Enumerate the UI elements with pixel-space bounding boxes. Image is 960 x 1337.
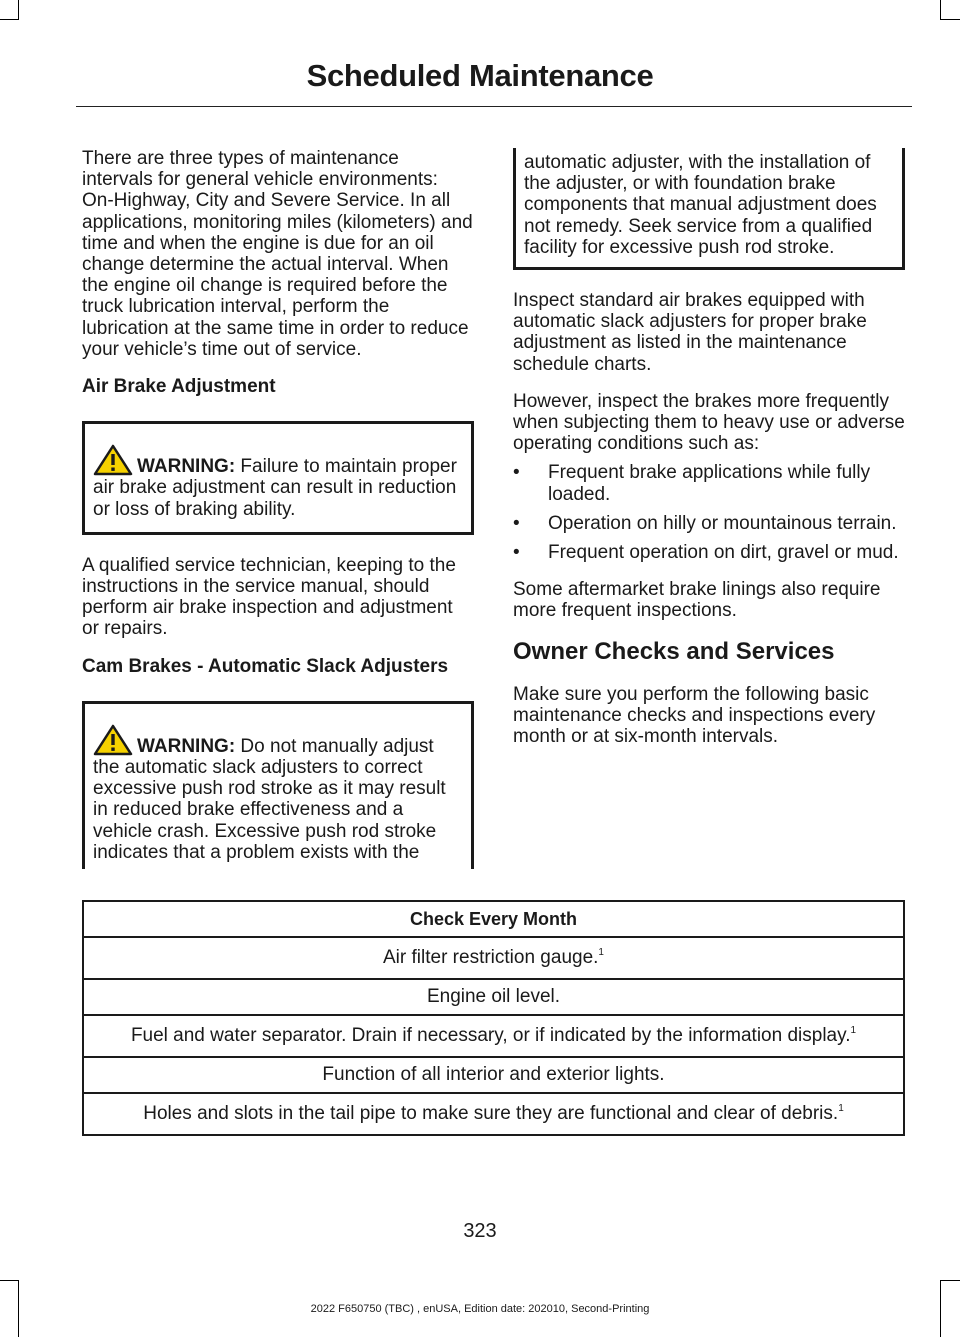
page-number: 323 — [463, 1220, 497, 1242]
right-column — [513, 148, 905, 763]
crop-mark — [941, 19, 960, 20]
warning-box-continued: automatic adjuster, with the installation of the adjuster, or with foundation brake components that manual adjustment does not remedy. Seek service from a qualified facility for excessive push rod stroke. — [513, 148, 905, 270]
table-row — [83, 1057, 904, 1093]
crop-mark — [0, 19, 19, 20]
warning-box-air-brake — [82, 421, 474, 535]
footer-edition-info: 2022 F650750 (TBC) , enUSA, Edition date: 202010, Second-Printing — [310, 1303, 650, 1315]
table-cell: Holes and slots in the tail pipe to make sure they are functional and clear of debris.$^1$ — [83, 1093, 904, 1135]
table-row — [83, 1093, 904, 1135]
footnote-marker: 1 — [850, 1025, 857, 1036]
owner-checks-paragraph: Make sure you perform the following basic maintenance checks and inspections every month or at six-month intervals. — [513, 683, 876, 748]
list-item-text: Operation on hilly or mountainous terrain. — [548, 512, 897, 534]
intro-paragraph: There are three types of maintenance intervals for general vehicle environments: On-Highway, City and Severe Service. In all applications, monitoring miles (kilometers) and time and when the engine is due for an oil change determine the actual interval. When the engine oil change is required before the truck lubrication interval, perform the lubrication at the same time in order to reduce your vehicle’s time out of service. — [82, 148, 473, 360]
crop-mark — [18, 0, 19, 20]
table-cell: Fuel and water separator. Drain if necessary, or if indicated by the information display.$^1$ — [83, 1015, 904, 1057]
frequency-paragraph: However, inspect the brakes more frequently when subjecting them to heavy use or adverse operating conditions such as: — [513, 390, 905, 455]
bullet-mark: • — [513, 542, 520, 564]
crop-mark — [0, 1280, 19, 1281]
header-rule — [76, 106, 912, 107]
air-brake-adjustment-heading: Air Brake Adjustment — [82, 376, 276, 398]
table-cell: Engine oil level. — [83, 979, 904, 1015]
warning-triangle-icon — [93, 724, 133, 756]
warning-text: Failure to maintain proper air brake adjustment can result in reduction or loss of braking ability. — [93, 456, 457, 520]
cam-brakes-heading: Cam Brakes - Automatic Slack Adjusters — [82, 655, 449, 677]
warning-box-slack-adjusters — [82, 701, 474, 869]
page-title: Scheduled Maintenance — [306, 58, 654, 93]
warning-triangle-icon — [93, 444, 133, 476]
crop-mark — [940, 0, 941, 20]
warning-label: WARNING: — [137, 735, 236, 757]
table-header: Check Every Month — [83, 901, 904, 937]
table-row — [83, 979, 904, 1015]
footnote-marker: 1 — [598, 947, 604, 958]
aftermarket-paragraph: Some aftermarket brake linings also require more frequent inspections. — [513, 579, 881, 622]
inspect-paragraph: Inspect standard air brakes equipped with automatic slack adjusters for proper brake adjustment as listed in the maintenance schedule charts. — [513, 290, 867, 375]
list-item-text: Frequent brake applications while fully loaded. — [548, 462, 871, 505]
technician-paragraph: A qualified service technician, keeping to the instructions in the service manual, should perform air brake inspection and adjustment or repairs. — [82, 554, 456, 640]
warning-label: WARNING: — [137, 456, 236, 478]
bullet-mark: • — [513, 512, 520, 534]
table-row — [83, 937, 904, 979]
bullet-mark: • — [513, 462, 520, 484]
list-item — [513, 513, 905, 534]
list-item — [513, 462, 905, 504]
table-cell: Air filter restriction gauge.$^1$ — [83, 937, 904, 979]
table-row — [83, 1015, 904, 1057]
check-every-month-table — [82, 900, 905, 1136]
footnote-marker: 1 — [838, 1103, 844, 1114]
owner-checks-heading: Owner Checks and Services — [513, 637, 835, 665]
left-column — [82, 148, 474, 869]
warning-text: Do not manually adjust the automatic slack adjusters to correct excessive push rod stroke as it may result in reduced brake effectiveness and a vehicle crash. Excessive push rod stroke indicates that a problem exists with the — [93, 735, 446, 863]
list-item — [513, 542, 905, 563]
crop-mark — [941, 1280, 960, 1281]
list-item-text: Frequent operation on dirt, gravel or mud. — [548, 542, 899, 564]
table-cell: Function of all interior and exterior lights. — [83, 1057, 904, 1093]
